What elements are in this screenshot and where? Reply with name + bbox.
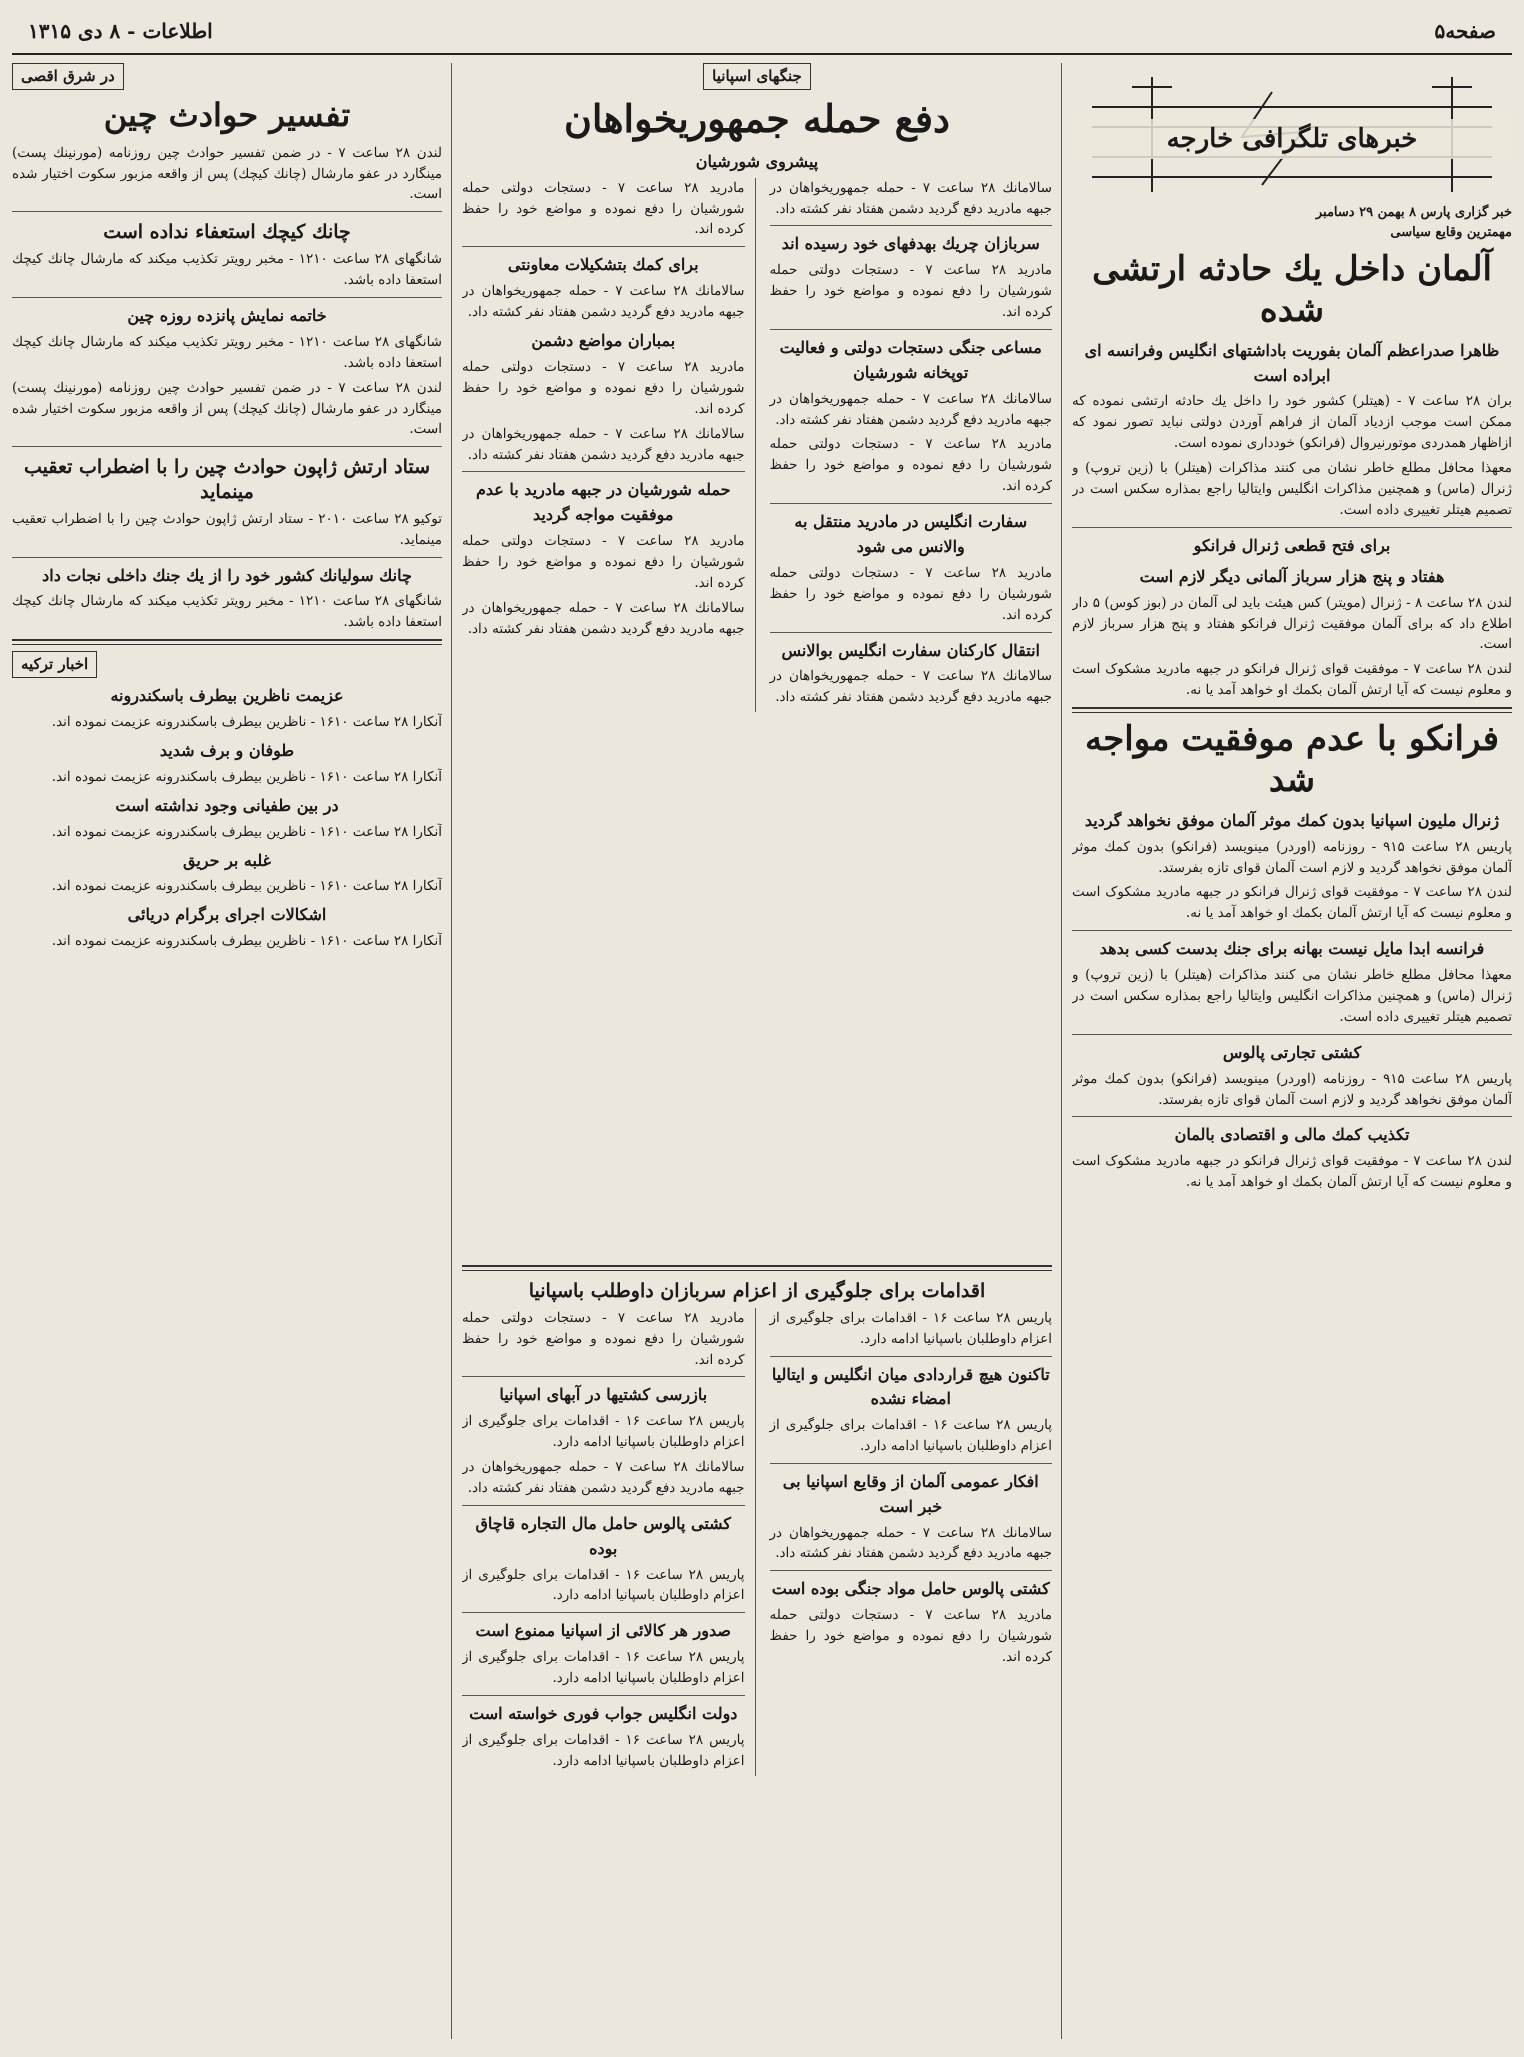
article-embassy-staff: سالامانك ۲۸ ساعت ۷ - حمله جمهوریخواهان در جبهه مادرید دفع گردید دشمن هفتاد نفر کشته داد.	[769, 668, 1052, 706]
headline-contraband: کشتی پالوس حامل مال التجاره قاچاق بوده	[475, 1513, 732, 1558]
article-artillery-2: مادرید ۲۸ ساعت ۷ - دستجات دولتی حمله شورشیان را دفع نموده و مواضع خود را حفظ کرده اند.	[769, 436, 1052, 495]
headline-aid-units: برای کمك بتشکیلات معاونتی	[507, 255, 699, 275]
subhead-germany: ظاهرا صدراعظم آلمان بفوریت باداشتهای انگلیس وفرانسه ای ابراده است	[1084, 340, 1500, 385]
article-ship-inspection-2: سالامانك ۲۸ ساعت ۷ - حمله جمهوریخواهان در جبهه مادرید دفع گردید دشمن هفتاد نفر کشته داد.	[462, 1459, 745, 1497]
col-left	[12, 63, 442, 2039]
article-france: معهذا محافل مطلع خاطر نشان می کنند مذاکرات (هیتلر) با (زین تروپ) و ژنرال (ماس) و همچنین مذاکرات انگلیس وایتالیا راجع بمذاره سکس است در تصمیم هیتلر تغییری داده است.	[1072, 967, 1512, 1025]
headline-ship-inspection: بازرسی کشتیها در آبهای اسپانیا	[499, 1385, 708, 1405]
article-bombing-2: سالامانك ۲۸ ساعت ۷ - حمله جمهوریخواهان در جبهه مادرید دفع گردید دشمن هفتاد نفر کشته داد.	[462, 425, 745, 463]
headline-storm: طوفان و برف شدید	[159, 741, 295, 761]
article-fire: آنکارا ۲۸ ساعت ۱۶۱۰ - ناظرین بیطرف باسکندرونه عزیمت نموده اند.	[51, 878, 442, 895]
headline-export-ban: صدور هر کالائی از اسپانیا ممنوع است	[475, 1621, 731, 1641]
article-ship-inspection: پاریس ۲۸ ساعت ۱۶ - اقدامات برای جلوگیری از اعزام داوطلبان باسپانیا ادامه دارد.	[462, 1413, 745, 1451]
col-middle-bottom	[462, 1259, 1052, 2039]
article-franco-failed-2: لندن ۲۸ ساعت ۷ - موفقیت قوای ژنرال فرانکو در جبهه مادرید مشکوک است و معلوم نیست که آیا ارتش آلمان بکمك او خواهد آمد یا نه.	[1072, 884, 1512, 922]
spain-wars-tag: جنگهای اسپانیا	[703, 63, 811, 90]
article-contraband: پاریس ۲۸ ساعت ۱۶ - اقدامات برای جلوگیری از اعزام داوطلبان باسپانیا ادامه دارد.	[462, 1566, 745, 1604]
article-palos-war: مادرید ۲۸ ساعت ۷ - دستجات دولتی حمله شورشیان را دفع نموده و مواضع خود را حفظ کرده اند.	[769, 1607, 1052, 1666]
headline-franco-victory: برای فتح قطعی ژنرال فرانکو	[1193, 536, 1391, 555]
headline-financial-aid: تکذیب کمك مالی و اقتصادی بالمان	[1174, 1125, 1410, 1145]
article-franco-victory-2: لندن ۲۸ ساعت ۷ - موفقیت قوای ژنرال فرانکو در جبهه مادرید مشکوک است و معلوم نیست که آیا ارتش آلمان بکمك او خواهد آمد یا نه.	[1072, 661, 1512, 699]
article-reply: پاریس ۲۸ ساعت ۱۶ - اقدامات برای جلوگیری از اعزام داوطلبان باسپانیا ادامه دارد.	[462, 1731, 745, 1769]
article-palos-ship: پاریس ۲۸ ساعت ۹۱۵ - روزنامه (اوردر) مینویسد (فرانکو) بدون کمك موثر آلمان موفق نخواهد گردید و لازم است آلمان قوای تازه بفرستد.	[1072, 1070, 1512, 1108]
article-franco-failed: پاریس ۲۸ ساعت ۹۱۵ - روزنامه (اوردر) مینویسد (فرانکو) بدون کمك موثر آلمان موفق نخواهد گردید و لازم است آلمان قوای تازه بفرستد.	[1072, 838, 1512, 876]
article-bombing: مادرید ۲۸ ساعت ۷ - دستجات دولتی حمله شورشیان را دفع نموده و مواضع خود را حفظ کرده اند.	[462, 358, 745, 417]
article-madrid-attack: مادرید ۲۸ ساعت ۷ - دستجات دولتی حمله شورشیان را دفع نموده و مواضع خود را حفظ کرده اند.	[462, 533, 745, 591]
headline-embassy-move: سفارت انگلیس در مادرید منتقل به والانس می شود	[794, 512, 1028, 557]
article-embassy-move: مادرید ۲۸ ساعت ۷ - دستجات دولتی حمله شورشیان را دفع نموده و مواضع خود را حفظ کرده اند.	[769, 564, 1052, 623]
article-germany: بران ۲۸ ساعت ۷ - (هیتلر) کشور خود را داخل یك حادثه ارتشی نموده که ممکن است موجب ازدیاد آلمان از فراهم آوردن دولتی نباید تصور نمود که ازاظهار همدردی موتورنیروال (فرانکو) خودداری نموده است.	[1072, 393, 1512, 452]
page-number: صفحه۵	[1434, 19, 1496, 43]
article-madrid-attack-2: سالامانك ۲۸ ساعت ۷ - حمله جمهوریخواهان در جبهه مادرید دفع گردید دشمن هفتاد نفر کشته داد.	[462, 599, 745, 637]
article-civil-war: شانگهای ۲۸ ساعت ۱۲۱۰ - مخبر رویتر تکذیب میکند که مارشال چانك کیچك استعفا داده باشد.	[12, 593, 442, 631]
article-export-ban: پاریس ۲۸ ساعت ۱۶ - اقدامات برای جلوگیری از اعزام داوطلبان باسپانیا ادامه دارد.	[462, 1649, 745, 1687]
headline-civil-war: چانك سوليانك كشور خود را از يك جنك داخلی نجات داد	[42, 565, 412, 585]
newspaper-page	[12, 9, 1512, 2039]
foreign-news-logo	[1072, 67, 1512, 197]
subhead-rebels-advance: پیشروی شورشیان	[695, 151, 819, 171]
date-line: اطلاعات - ۸ دی ۱۳۱۵	[28, 19, 213, 43]
headline-naval: اشکالات اجرای برگرام دریائی	[127, 905, 327, 925]
article-artillery: سالامانك ۲۸ ساعت ۷ - حمله جمهوریخواهان در جبهه مادرید دفع گردید دشمن هفتاد نفر کشته داد.	[769, 390, 1052, 428]
headline-palos-war: کشتی پالوس حامل مواد جنگی بوده است	[771, 1579, 1050, 1599]
headline-franco-failed: فرانکو با عدم موفقیت مواجه شد	[1085, 719, 1499, 800]
article-storm: آنکارا ۲۸ ساعت ۱۶۱۰ - ناظرین بیطرف باسکندرونه عزیمت نموده اند.	[51, 768, 442, 785]
subhead-franco-victory: هفتاد و پنج هزار سرباز آلمانی دیگر لازم است	[1139, 566, 1445, 586]
article-financial-aid: لندن ۲۸ ساعت ۷ - موفقیت قوای ژنرال فرانکو در جبهه مادرید مشکوک است و معلوم نیست که آیا ارتش آلمان بکمك او خواهد آمد یا نه.	[1072, 1153, 1512, 1191]
headline-repel-attack: دفع حمله جمهوریخواهان	[564, 96, 950, 142]
article-china-show: شانگهای ۲۸ ساعت ۱۲۱۰ - مخبر رویتر تکذیب میکند که مارشال چانك کیچك استعفا داده باشد.	[12, 333, 442, 371]
headline-palos-ship: کشتی تجارتی پالوس	[1222, 1042, 1362, 1062]
headline-guerrillas: سربازان چریك بهدفهای خود رسیده اند	[781, 234, 1040, 254]
headline-japan-staff: ستاد ارتش ژاپون حوادث چین را با اضطراب تعقیب مینماید	[23, 456, 431, 504]
headline-flood: در بین طفیانی وجود نداشته است	[115, 795, 339, 815]
headline-chiang-resign: چانك كيچك استعفاء نداده است	[103, 221, 351, 244]
article-flood: آنکارا ۲۸ ساعت ۱۶۱۰ - ناظرین بیطرف باسکندرونه عزیمت نموده اند.	[51, 823, 442, 840]
section-title: مهمترین وقایع سیاسی	[1390, 225, 1512, 241]
headline-no-agreement: تاکنون هیچ قراردادی میان انگلیس و ایتالیا امضاء نشده	[771, 1364, 1050, 1409]
subhead-franco-failed: ژنرال ملیون اسپانیا بدون کمك موثر آلمان موفق نخواهد گردید	[1084, 810, 1500, 830]
article-german-opinion: سالامانك ۲۸ ساعت ۷ - حمله جمهوریخواهان در جبهه مادرید دفع گردید دشمن هفتاد نفر کشته داد.	[769, 1524, 1052, 1562]
headline-embassy-staff: انتقال کارکنان سفارت انگلیس بوالانس	[781, 640, 1040, 660]
article-aid-units: سالامانك ۲۸ ساعت ۷ - حمله جمهوریخواهان در جبهه مادرید دفع گردید دشمن هفتاد نفر کشته داد.	[462, 283, 745, 321]
article-repel: سالامانك ۲۸ ساعت ۷ - حمله جمهوریخواهان در جبهه مادرید دفع گردید دشمن هفتاد نفر کشته داد.	[769, 179, 1052, 217]
headline-china-show: خاتمه نمایش پانزده روزه چین	[127, 305, 327, 325]
article-franco-victory: لندن ۲۸ ساعت ۸ - ژنرال (مویتر) کس هیئت باید لی آلمان در (بوز کوس) ۵ دار اطلاع داد که برای آلمان موفقیت ژنرال فرانکو هفتاد و پنج هزار سرباز لازم است.	[1072, 594, 1512, 653]
far-east-tag: در شرق اقصی	[12, 63, 124, 90]
article-china-show-2: لندن ۲۸ ساعت ۷ - در ضمن تفسیر حوادث چین روزنامه (مورنینك پست) مینگارد در عفو مارشال (چانك كيچك) پس از واقعه مزبور سکوت اختیار شده است.	[12, 379, 442, 438]
col-right	[1072, 63, 1512, 2039]
article-no-agreement: پاریس ۲۸ ساعت ۱۶ - اقدامات برای جلوگیری از اعزام داوطلبان باسپانیا ادامه دارد.	[769, 1417, 1052, 1455]
article-volunteers: پاریس ۲۸ ساعت ۱۶ - اقدامات برای جلوگیری از اعزام داوطلبان باسپانیا ادامه دارد.	[769, 1309, 1052, 1347]
headline-observers: عزیمت ناظرین بیطرف باسکندرونه	[110, 686, 344, 706]
turkey-news-tag: اخبار ترکیه	[12, 651, 97, 678]
headline-artillery: مساعی جنگی دستجات دولتی و فعالیت توپخانه شورشیان	[779, 338, 1042, 382]
headline-madrid-attack: حمله شورشیان در جبهه مادرید با عدم موفقیت مواجه گردید	[475, 480, 731, 525]
article-observers: آنکارا ۲۸ ساعت ۱۶۱۰ - ناظرین بیطرف باسکندرونه عزیمت نموده اند.	[51, 714, 442, 731]
headline-germany: آلمان داخل یك حادثه ارتشی شده	[1092, 249, 1492, 331]
col-middle-top	[462, 63, 1052, 1239]
article-japan-staff: توکیو ۲۸ ساعت ۲۰۱۰ - ستاد ارتش ژاپون حوادث چین را با اضطراب تعقیب مینماید.	[12, 510, 442, 548]
headline-fire: غلبه بر حریق	[182, 850, 271, 870]
article-naval: آنکارا ۲۸ ساعت ۱۶۱۰ - ناظرین بیطرف باسکندرونه عزیمت نموده اند.	[51, 933, 442, 950]
agency-line: خبر گزاری پارس ۸ بهمن ۲۹ دسامبر	[1315, 205, 1512, 220]
headline-reply: دولت انگلیس جواب فوری خواسته است	[469, 1704, 738, 1724]
headline-france: فرانسه ابدا مایل نیست بهانه برای جنك بدست کسی بدهد	[1099, 939, 1485, 959]
article-guerrillas: مادرید ۲۸ ساعت ۷ - دستجات دولتی حمله شورشیان را دفع نموده و مواضع خود را حفظ کرده اند.	[769, 262, 1052, 321]
logo-title: خبرهای تلگرافی خارجه	[1072, 119, 1512, 159]
article-germany-2: معهذا محافل مطلع خاطر نشان می کنند مذاکرات (هیتلر) با (زین تروپ) و ژنرال (ماس) و همچنین مذاکرات انگلیس وایتالیا راجع بمذاره سکس است در تصمیم هیتلر تغییری داده است.	[1072, 460, 1512, 519]
article-chiang-resign: شانگهای ۲۸ ساعت ۱۲۱۰ - مخبر رویتر تکذیب میکند که مارشال چانك کیچك استعفا داده باشد.	[12, 251, 442, 289]
masthead	[12, 9, 1512, 55]
headline-china: تفسیر حوادث چین	[103, 96, 351, 135]
article-repel-2: مادرید ۲۸ ساعت ۷ - دستجات دولتی حمله شورشیان را دفع نموده و مواضع خود را حفظ کرده اند.	[462, 179, 745, 238]
headline-volunteers: اقدامات برای جلوگیری از اعزام سربازان داوطلب باسپانیا	[528, 1280, 986, 1302]
headline-german-opinion: افکار عمومی آلمان از وقایع اسپانیا بی خبر است	[782, 1471, 1039, 1516]
article-china: لندن ۲۸ ساعت ۷ - در ضمن تفسیر حوادث چین روزنامه (مورنینك پست) مینگارد در عفو مارشال (چانك كيچك) پس از واقعه مزبور سکوت اختیار شده است.	[12, 144, 442, 203]
article-volunteers-2: مادرید ۲۸ ساعت ۷ - دستجات دولتی حمله شورشیان را دفع نموده و مواضع خود را حفظ کرده اند.	[462, 1309, 745, 1368]
headline-bombing: بمباران مواضع دشمن	[531, 331, 676, 351]
